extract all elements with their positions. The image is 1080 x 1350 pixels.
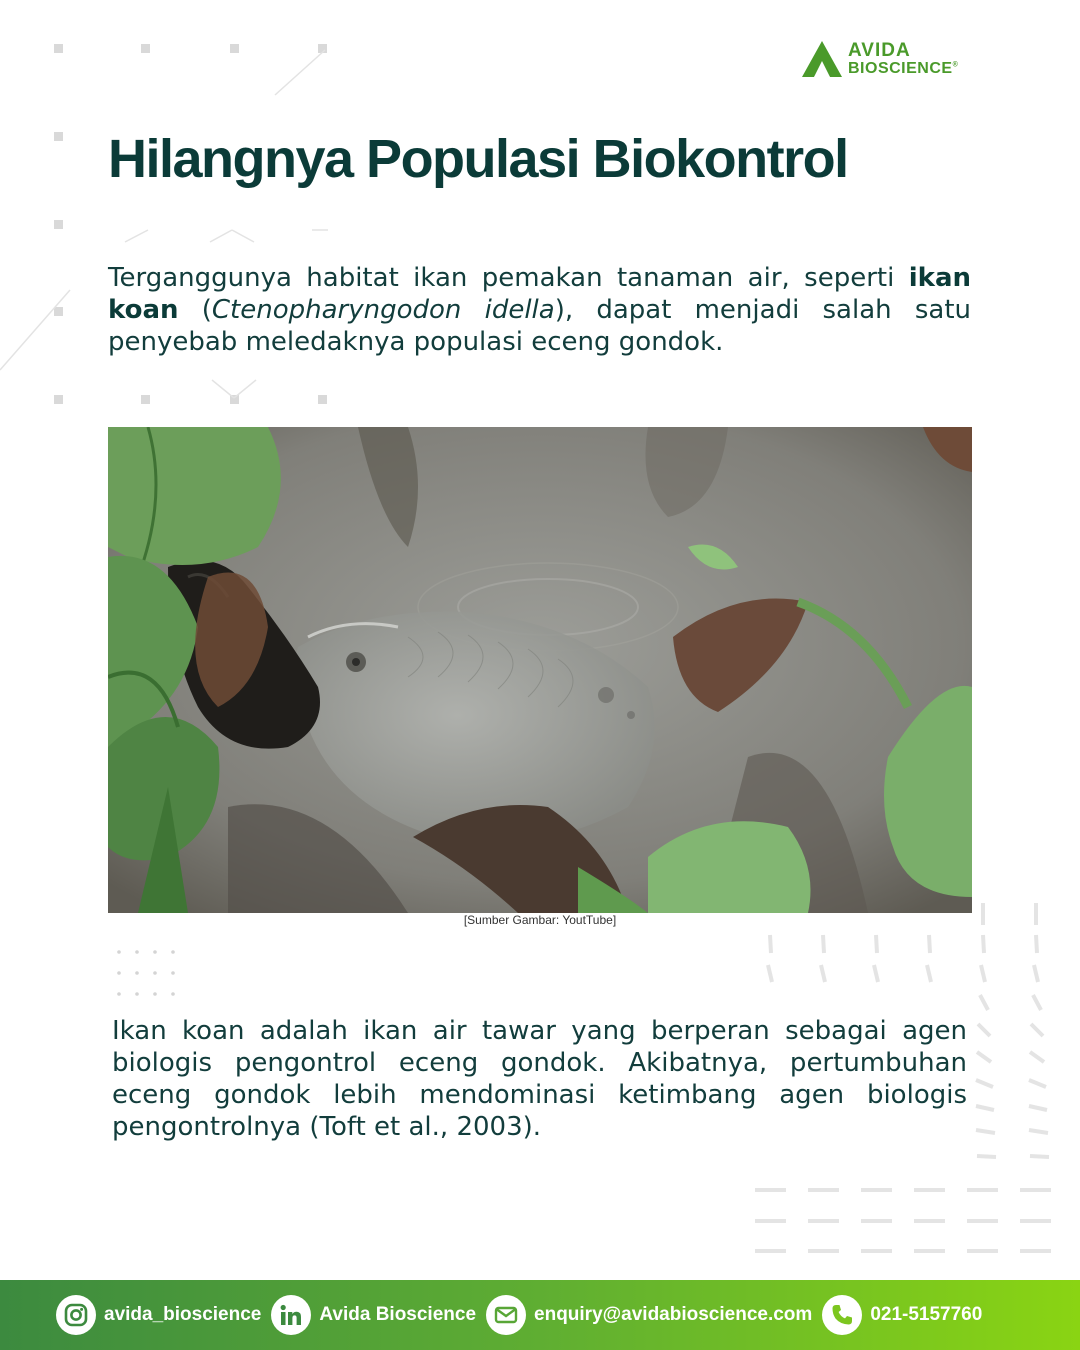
brand-name <box>848 41 958 77</box>
phone-link[interactable] <box>822 1295 982 1335</box>
trademark-symbol: ® <box>952 61 959 69</box>
image-caption: [Sumber Gambar: YoutTube] <box>463 913 617 927</box>
page-title: Hilangnya Populasi Biokontrol <box>108 129 848 189</box>
fish-photo-illustration <box>108 427 972 913</box>
mail-icon <box>486 1295 526 1335</box>
instagram-icon <box>56 1295 96 1335</box>
email-link[interactable] <box>486 1295 812 1335</box>
linkedin-icon <box>271 1295 311 1335</box>
brand-logo <box>800 38 990 80</box>
instagram-link[interactable] <box>56 1295 261 1335</box>
avida-logo-icon <box>800 39 844 79</box>
linkedin-link[interactable] <box>271 1295 476 1335</box>
intro-paragraph <box>108 262 971 358</box>
phone-icon <box>822 1295 862 1335</box>
email-address: enquiry@avidabioscience.com <box>534 1304 813 1325</box>
intro-text-3: ), dapat menjadi salah satu penyebab meledaknya populasi eceng gondok. <box>108 295 971 357</box>
intro-scientific-name: Ctenopharyngodon idella <box>211 295 555 325</box>
instagram-handle: avida_bioscience <box>104 1304 262 1325</box>
brand-name-line2 <box>848 61 958 77</box>
contact-footer <box>0 1280 1080 1350</box>
intro-text-1: Terganggunya habitat ikan pemakan tanaman air, seperti <box>108 263 909 293</box>
brand-name-line2-text: BIOSCIENCE <box>848 60 953 77</box>
fish-photo <box>108 427 972 913</box>
intro-bold-term: ikan koan <box>108 263 971 325</box>
brand-name-line1: AVIDA <box>848 40 911 61</box>
linkedin-name: Avida Bioscience <box>319 1304 477 1325</box>
phone-number: 021-5157760 <box>870 1304 983 1325</box>
intro-text-2: ( <box>178 295 212 325</box>
body-paragraph: Ikan koan adalah ikan air tawar yang berperan sebagai agen biologis pengontrol eceng gondok. Akibatnya, pertumbuhan eceng gondok lebih mendominasi ketimbang agen biologis pengontrolnya (Toft et al., 2003). <box>112 1016 967 1142</box>
